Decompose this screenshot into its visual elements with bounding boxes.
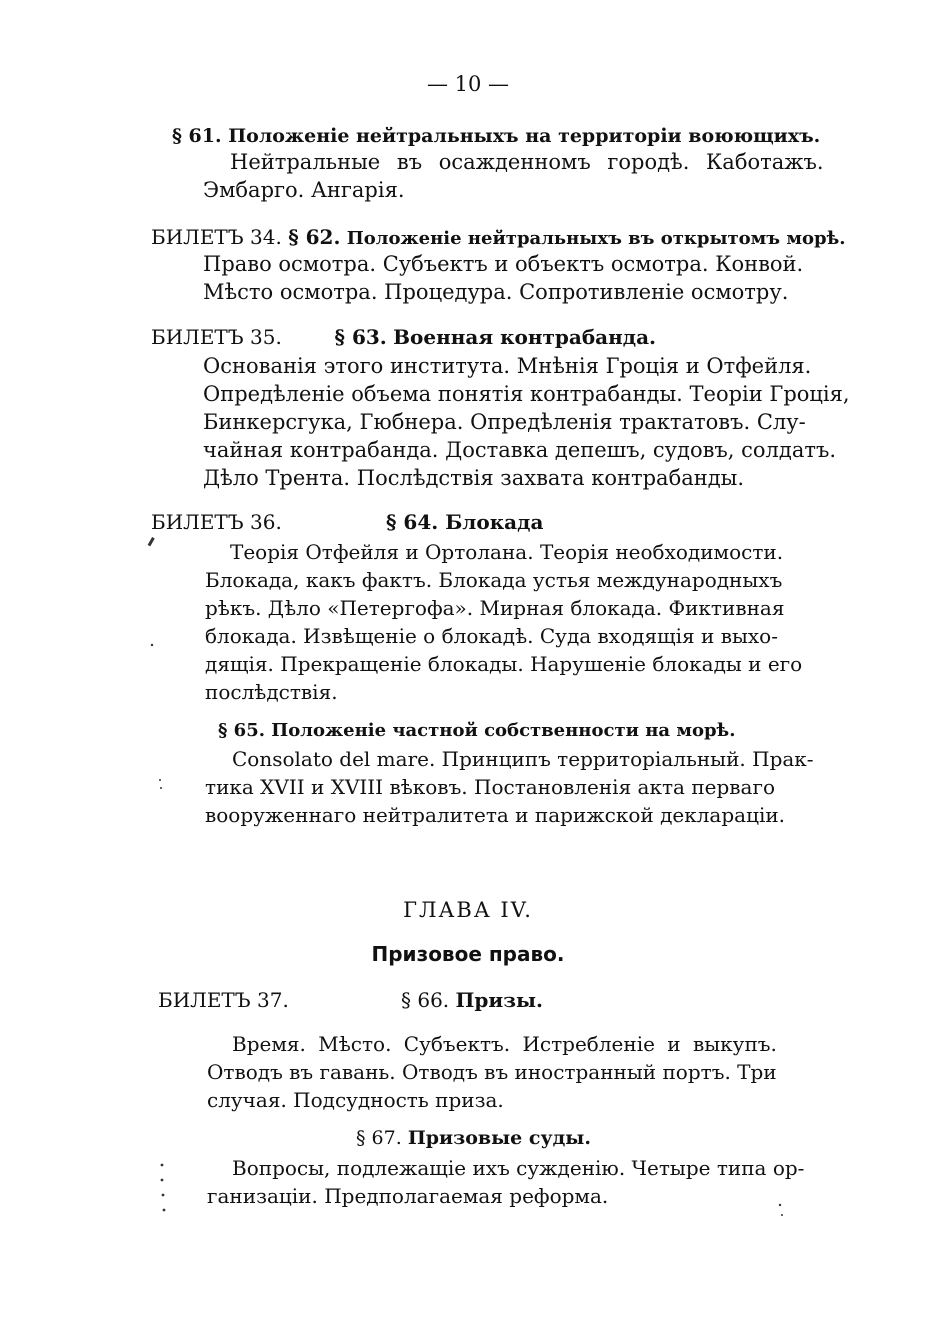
section-63-line-5: Дѣло Трента. Послѣдствія захвата контрабанды. (203, 466, 745, 490)
ticket-37-label: БИЛЕТЪ 37. (158, 988, 289, 1012)
ticket-35-label: БИЛЕТЪ 35. (151, 325, 282, 349)
section-61-title: Положеніе нейтральныхъ на территоріи воюющихъ. (228, 125, 821, 147)
chapter-heading: ГЛАВА IV. (403, 898, 533, 922)
section-64-line-6: послѣдствія. (205, 680, 338, 704)
section-62-title: Положеніе нейтральныхъ въ открытомъ морѣ. (346, 228, 846, 249)
section-62-line-2: Мѣсто осмотра. Процедура. Сопротивленіе осмотру. (203, 280, 789, 304)
section-62-number: § 62. (288, 225, 341, 249)
section-64-line-4: блокада. Извѣщеніе о блокадѣ. Суда входящія и выхо- (205, 624, 778, 648)
section-64-line-5: дящія. Прекращеніе блокады. Нарушеніе блокады и его (205, 652, 803, 676)
section-64-title: Блокада (445, 510, 544, 534)
section-67-line-1: Вопросы, подлежащіе ихъ сужденію. Четыре типа ор- (232, 1156, 805, 1180)
chapter-subtitle: Призовое право. (371, 942, 565, 966)
section-65-line-2: тика XVII и XVIII вѣковъ. Постановленія акта перваго (205, 775, 775, 799)
section-66-number: § 66. (401, 988, 450, 1012)
section-63-line-2: Опредѣленіе объема понятія контрабанды. Теоріи Гроція, (203, 382, 850, 406)
section-66-line-3: случая. Подсудность приза. (207, 1088, 504, 1112)
section-66-line-2: Отводъ въ гавань. Отводъ въ иностранный портъ. Три (207, 1060, 777, 1084)
section-67-line-2: ганизаціи. Предполагаемая реформа. (207, 1184, 609, 1208)
section-63-number: § 63. (334, 325, 387, 349)
section-61-heading: § 61. Положеніе нейтральныхъ на территоріи воюющихъ. (172, 125, 821, 147)
section-65-number: § 65. (218, 720, 265, 741)
section-61-line-2: Эмбарго. Ангарія. (203, 178, 405, 202)
section-67-number: § 67. (356, 1127, 402, 1149)
ticket-36-label: БИЛЕТЪ 36. (151, 510, 282, 534)
section-66-title: Призы. (455, 988, 544, 1012)
section-61-number: § 61 (172, 125, 215, 147)
page-number: — 10 — (426, 72, 510, 96)
section-65-title: Положеніе частной собственности на морѣ. (271, 720, 736, 741)
section-62-line-1: Право осмотра. Субъектъ и объектъ осмотра. Конвой. (203, 252, 804, 276)
section-67-title: Призовые суды. (407, 1127, 591, 1149)
section-65-line-1: Consolato del mare. Принципъ территоріальный. Прак- (232, 747, 814, 771)
ticket-34-label: БИЛЕТЪ 34. (151, 225, 282, 249)
section-63-title: Военная контрабанда. (393, 325, 657, 349)
section-65-line-3: вооруженнаго нейтралитета и парижской деклараціи. (205, 803, 786, 827)
section-64-line-3: рѣкъ. Дѣло «Петергофа». Мирная блокада. Фиктивная (205, 596, 785, 620)
section-64-number: § 64. (386, 510, 439, 534)
section-61-line-1: Нейтральные въ осажденномъ городѣ. Каботажъ. (230, 150, 824, 174)
section-63-line-3: Бинкерсгука, Гюбнера. Опредѣленія трактатовъ. Слу- (203, 410, 806, 434)
section-66-line-1: Время. Мѣсто. Субъектъ. Истребленіе и выкупъ. (232, 1032, 777, 1056)
section-64-line-1: Теорія Отфейля и Ортолана. Теорія необходимости. (230, 540, 784, 564)
section-63-line-1: Основанія этого института. Мнѣнія Гроція и Отфейля. (203, 354, 812, 378)
section-63-line-4: чайная контрабанда. Доставка депешъ, судовъ, солдатъ. (203, 438, 836, 462)
section-64-line-2: Блокада, какъ фактъ. Блокада устья международныхъ (205, 568, 783, 592)
